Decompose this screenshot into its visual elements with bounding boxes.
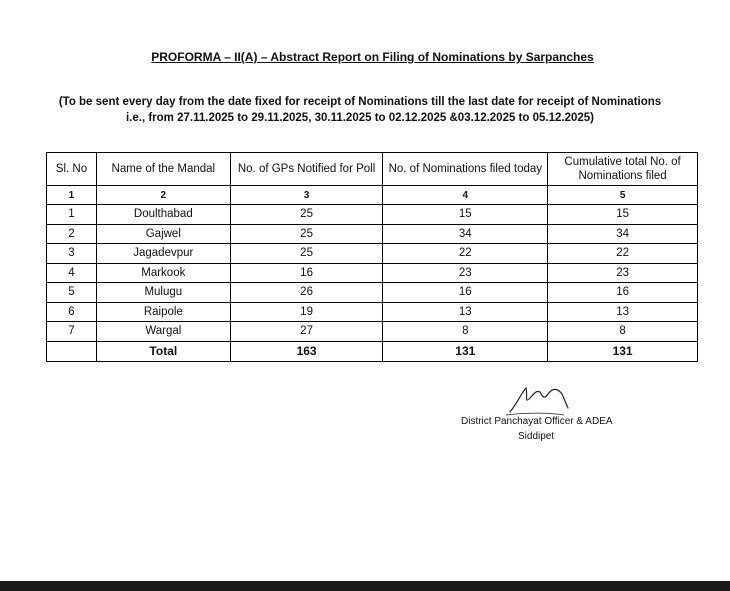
column-index: 3	[230, 186, 383, 205]
signatory-place: Siddipet	[518, 431, 555, 442]
cell-mandal: Mulugu	[96, 283, 230, 303]
table-row	[47, 224, 698, 244]
report-title: PROFORMA – II(A) – Abstract Report on Filing of Nominations by Sarpanches	[151, 50, 594, 64]
signatory-designation: District Panchayat Officer & ADEA	[461, 416, 613, 427]
cell-cumulative: 8	[548, 322, 698, 342]
cell-today: 15	[383, 205, 548, 225]
cell-today: 34	[383, 224, 548, 244]
cell-cumulative: 16	[548, 283, 698, 303]
table-total-row	[47, 341, 698, 361]
cell-sl-no: 6	[47, 302, 97, 322]
cell-cumulative: 13	[548, 302, 698, 322]
cell-sl-no: 2	[47, 224, 97, 244]
cell-gps: 27	[230, 322, 383, 342]
cell-today: 8	[383, 322, 548, 342]
cell-gps: 25	[230, 244, 383, 264]
cell-today: 16	[383, 283, 548, 303]
cell-sl-no: 1	[47, 205, 97, 225]
cell-mandal: Markook	[96, 263, 230, 283]
table-header-row	[47, 153, 698, 186]
table-row	[47, 302, 698, 322]
total-label: Total	[96, 341, 230, 361]
nominations-table	[46, 152, 698, 362]
header-mandal: Name of the Mandal	[96, 153, 230, 186]
table-row	[47, 205, 698, 225]
total-cumulative: 131	[548, 341, 698, 361]
table-row	[47, 283, 698, 303]
cell-gps: 19	[230, 302, 383, 322]
cell-today: 23	[383, 263, 548, 283]
cell-sl-no: 5	[47, 283, 97, 303]
cell-gps: 16	[230, 263, 383, 283]
header-gps-notified: No. of GPs Notified for Poll	[230, 153, 383, 186]
cell-gps: 25	[230, 205, 383, 225]
table-row	[47, 244, 698, 264]
cell-mandal: Gajwel	[96, 224, 230, 244]
header-cumulative: Cumulative total No. of Nominations filed	[548, 153, 698, 186]
report-subtitle-line2: i.e., from 27.11.2025 to 29.11.2025, 30.11.2025 to 02.12.2025 &03.12.2025 to 05.12.2025)	[125, 112, 594, 124]
cell-sl-no: 3	[47, 244, 97, 264]
report-subtitle-line1: (To be sent every day from the date fixed for receipt of Nominations till the last date for receipt of Nominations	[58, 96, 662, 108]
cell-gps: 26	[230, 283, 383, 303]
cell-mandal: Raipole	[96, 302, 230, 322]
cell-cumulative: 15	[548, 205, 698, 225]
cell-cumulative: 34	[548, 224, 698, 244]
column-index: 2	[96, 186, 230, 205]
cell-today: 13	[383, 302, 548, 322]
table-row	[47, 263, 698, 283]
cell-mandal: Doulthabad	[96, 205, 230, 225]
cell-mandal: Jagadevpur	[96, 244, 230, 264]
total-today: 131	[383, 341, 548, 361]
cell-sl-no: 4	[47, 263, 97, 283]
bottom-border-bar	[0, 581, 730, 591]
header-sl-no: Sl. No	[47, 153, 97, 186]
column-index: 4	[383, 186, 548, 205]
column-index: 1	[47, 186, 97, 205]
column-index: 5	[548, 186, 698, 205]
column-index-row	[47, 186, 698, 205]
cell-sl-no: 7	[47, 322, 97, 342]
cell-today: 22	[383, 244, 548, 264]
cell-mandal: Wargal	[96, 322, 230, 342]
cell-gps: 25	[230, 224, 383, 244]
cell-cumulative: 22	[548, 244, 698, 264]
cell-cumulative: 23	[548, 263, 698, 283]
total-gps: 163	[230, 341, 383, 361]
header-nominations-today: No. of Nominations filed today	[383, 153, 548, 186]
table-row	[47, 322, 698, 342]
cell-empty	[47, 341, 97, 361]
signature-mark	[504, 382, 574, 418]
